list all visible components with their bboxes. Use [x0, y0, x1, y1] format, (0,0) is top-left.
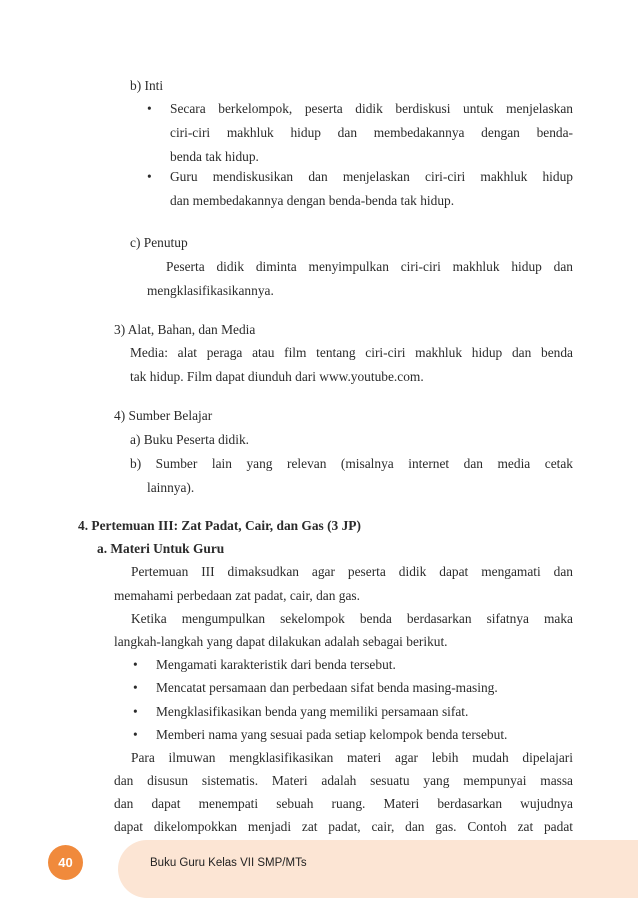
list-item: Mengamati karakteristik dari benda tersebut.: [156, 657, 396, 672]
para3-line1: Para ilmuwan mengklasifikasikan materi agar lebih mudah dipelajari: [131, 750, 573, 765]
list-item: Memberi nama yang sesuai pada setiap kelompok benda tersebut.: [156, 727, 508, 742]
sumber-item-a: a) Buku Peserta didik.: [130, 432, 250, 447]
inti-bullet1-line3: benda tak hidup.: [170, 149, 259, 164]
inti-bullet1-line1: Secara berkelompok, peserta didik berdiskusi untuk menjelaskan: [170, 101, 573, 116]
penutup-line2: mengklasifikasikannya.: [147, 283, 274, 298]
sumber-item-b-line1: b) Sumber lain yang relevan (misalnya internet dan media cetak: [130, 456, 573, 471]
para2-line2: langkah-langkah yang dapat dilakukan adalah sebagai berikut.: [114, 634, 448, 649]
list-item: Mengklasifikasikan benda yang memiliki persamaan sifat.: [156, 704, 469, 719]
para2-line1: Ketika mengumpulkan sekelompok benda berdasarkan sifatnya maka: [131, 611, 573, 626]
alat-heading: 3) Alat, Bahan, dan Media: [114, 322, 256, 337]
footer-book-title: Buku Guru Kelas VII SMP/MTs: [150, 857, 307, 869]
para3-line3: dan dapat menempati sebuah ruang. Materi berdasarkan wujudnya: [114, 796, 573, 811]
alat-line2: tak hidup. Film dapat diunduh dari www.youtube.com.: [130, 369, 424, 384]
sumber-item-b-line2: lainnya).: [147, 480, 195, 495]
inti-bullet2-line1: Guru mendiskusikan dan menjelaskan ciri-ciri makhluk hidup: [170, 169, 573, 184]
para1-line2: memahami perbedaan zat padat, cair, dan gas.: [114, 588, 360, 603]
list-item: Mencatat persamaan dan perbedaan sifat benda masing-masing.: [156, 680, 498, 695]
section-title: 4. Pertemuan III: Zat Padat, Cair, dan Gas (3 JP): [78, 518, 361, 533]
footer-band: [118, 840, 638, 898]
penutup-heading: c) Penutup: [130, 235, 188, 250]
para1-line1: Pertemuan III dimaksudkan agar peserta didik dapat mengamati dan: [131, 564, 573, 579]
bullet-icon: •: [133, 657, 138, 672]
sumber-heading: 4) Sumber Belajar: [114, 408, 213, 423]
inti-bullet2-line2: dan membedakannya dengan benda-benda tak hidup.: [170, 193, 455, 208]
inti-bullet1-line2: ciri-ciri makhluk hidup dan membedakannya dengan benda-: [170, 125, 573, 140]
bullet-icon: •: [133, 704, 138, 719]
bullet-icon: •: [147, 101, 152, 116]
penutup-line1: Peserta didik diminta menyimpulkan ciri-ciri makhluk hidup dan: [166, 259, 573, 274]
page-number-badge: 40: [48, 845, 83, 880]
section-subtitle: a. Materi Untuk Guru: [97, 541, 225, 556]
para3-line4: dapat dikelompokkan menjadi zat padat, cair, dan gas. Contoh zat padat: [114, 819, 573, 834]
inti-heading: b) Inti: [130, 78, 164, 93]
bullet-icon: •: [133, 680, 138, 695]
alat-line1: Media: alat peraga atau film tentang ciri-ciri makhluk hidup dan benda: [130, 345, 573, 360]
para3-line2: dan disusun sistematis. Materi adalah sesuatu yang mempunyai massa: [114, 773, 573, 788]
bullet-icon: •: [133, 727, 138, 742]
bullet-icon: •: [147, 169, 152, 184]
